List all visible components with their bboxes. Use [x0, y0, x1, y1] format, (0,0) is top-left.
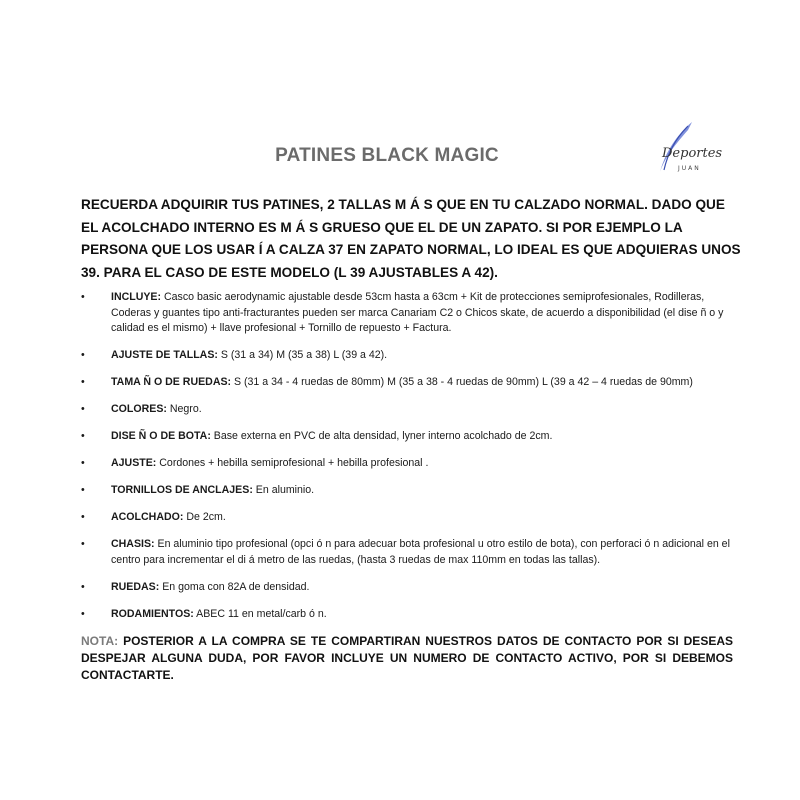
spec-item [81, 348, 746, 364]
spec-value: En goma con 82A de densidad. [159, 580, 310, 593]
spec-item [81, 456, 746, 472]
note-label: NOTA: [81, 634, 119, 648]
spec-value: En aluminio. [252, 484, 315, 496]
spec-item [81, 580, 746, 596]
spec-value: Negro. [166, 403, 202, 415]
spec-key: TAMA Ñ O DE RUEDAS: [111, 376, 232, 388]
page-title: PATINES BLACK MAGIC [275, 145, 499, 166]
spec-key: CHASIS: [111, 538, 155, 550]
spec-value: Cordones + hebilla semiprofesional + hebilla profesional . [156, 457, 429, 469]
spec-item [81, 607, 746, 623]
bullet: • [81, 291, 85, 303]
bullet: • [81, 538, 85, 550]
logo-wordmark: Deportes [662, 146, 723, 161]
spec-value: Base externa en PVC de alta densidad, lyner interno acolchado de 2cm. [210, 430, 553, 442]
bullet: • [81, 607, 85, 620]
spec-key: AJUSTE: [111, 457, 157, 469]
spec-item [81, 483, 746, 499]
spec-item [81, 429, 746, 445]
bullet: • [81, 430, 85, 442]
bullet: • [81, 511, 85, 523]
spec-value: De 2cm. [183, 511, 226, 523]
spec-value: S (31 a 34 - 4 ruedas de 80mm) M (35 a 38 - 4 ruedas de 90mm) L (39 a 42 – 4 ruedas de 90mm) [231, 376, 693, 388]
logo-subtitle: JUAN [678, 165, 701, 172]
spec-key: TORNILLOS DE ANCLAJES: [111, 484, 253, 496]
spec-key: ACOLCHADO: [111, 511, 184, 523]
purchase-note [81, 633, 733, 684]
spec-key: AJUSTE DE TALLAS: [111, 349, 218, 361]
spec-list [81, 290, 746, 634]
bullet: • [81, 580, 85, 593]
spec-key: RODAMIENTOS: [111, 607, 194, 620]
bullet: • [81, 484, 85, 496]
spec-value: En aluminio tipo profesional (opci ó n para adecuar bota profesional u otro estilo de bota), con perforaci ó n adicional en el centro para incrementar el di á metro de las ruedas, (hasta 3 ruedas de max 110mm en todas las tallas). [111, 538, 730, 566]
spec-key: DISE Ñ O DE BOTA: [111, 430, 211, 442]
spec-value: ABEC 11 en metal/carb ó n. [193, 607, 327, 620]
note-text: POSTERIOR A LA COMPRA SE TE COMPARTIRAN NUESTROS DATOS DE CONTACTO POR SI DESEAS DESPEJAR ALGUNA DUDA, POR FAVOR INCLUYE UN NUMERO DE CONTACTO ACTIVO, POR SI DEBEMOS CONTACTARTE. [81, 634, 733, 682]
spec-key: RUEDAS: [111, 580, 160, 593]
spec-value: S (31 a 34) M (35 a 38) L (39 a 42). [217, 349, 388, 361]
brand-logo [648, 120, 728, 190]
spec-key: INCLUYE: [111, 291, 162, 303]
spec-key: COLORES: [111, 403, 167, 415]
bullet: • [81, 349, 85, 361]
bullet: • [81, 403, 85, 415]
spec-item [81, 510, 746, 526]
spec-item [81, 402, 746, 418]
bullet: • [81, 376, 85, 388]
spec-item [81, 290, 746, 337]
spec-item [81, 537, 746, 568]
spec-item [81, 375, 746, 391]
intro-paragraph: RECUERDA ADQUIRIR TUS PATINES, 2 TALLAS M Á S QUE EN TU CALZADO NORMAL. DADO QUE EL ACOLCHADO INTERNO ES M Á S GRUESO QUE EL DE UN ZAPATO. SI POR EJEMPLO LA PERSONA QUE LOS USAR Í A CALZA 37 EN ZAPATO NORMAL, LO IDEAL ES QUE ADQUIERAS UNOS 39. PARA EL CASO DE ESTE MODELO (L 39 AJUSTABLES A 42). [81, 197, 741, 280]
bullet: • [81, 457, 85, 469]
spec-value: Casco basic aerodynamic ajustable desde 53cm hasta a 63cm + Kit de protecciones semiprofesionales, Rodilleras, Coderas y guantes tipo anti-fracturantes pueden ser marca Canariam C2 o Chicos skate, de acuerdo a disponibilidad (el dise ñ o y calidad es el mismo) + llave profesional + Tornillo de repuesto + Factura. [111, 291, 724, 334]
